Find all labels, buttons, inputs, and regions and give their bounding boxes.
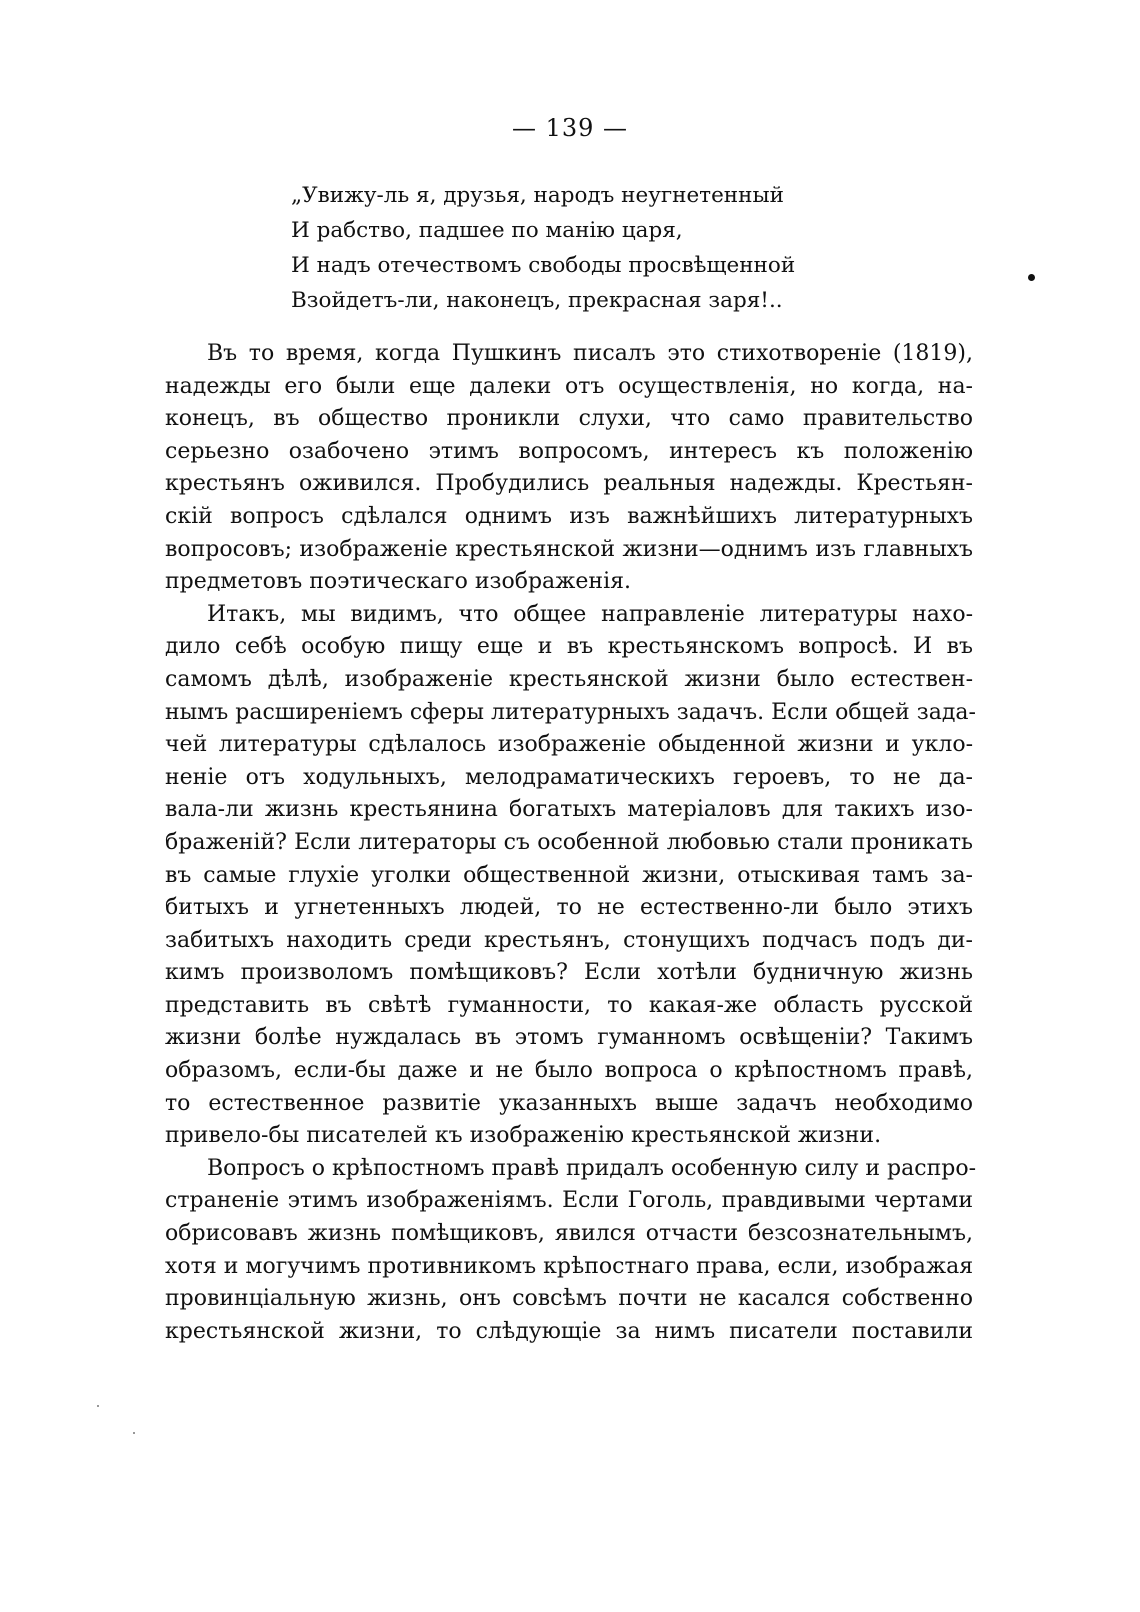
text-line: крестьянъ оживился. Пробудились реальныя надежды. Крестьян- (165, 471, 973, 497)
text-line: представить въ свѣтѣ гуманности, то какая-же область русской (165, 992, 973, 1018)
text-line: скій вопросъ сдѣлался однимъ изъ важнѣйшихъ литературныхъ (165, 503, 973, 529)
poem-line: И рабство, падшее по манію царя, (291, 218, 683, 243)
poem-block (291, 178, 851, 318)
text-line: дило себѣ особую пищу еще и въ крестьянскомъ вопросѣ. И въ (165, 634, 973, 660)
text-line: серьезно озабочено этимъ вопросомъ, интересъ къ положенію (165, 438, 973, 464)
text-line: конецъ, въ общество проникли слухи, что само правительство (165, 406, 973, 432)
text-line: самомъ дѣлѣ, изображеніе крестьянской жизни было естествен- (165, 666, 973, 692)
poem-line: „Увижу-ль я, друзья, народъ неугнетенный (291, 183, 784, 208)
text-line: вала-ли жизнь крестьянина богатыхъ матеріаловъ для такихъ изо- (165, 797, 973, 823)
text-line: кимъ произволомъ помѣщиковъ? Если хотѣли будничную жизнь (165, 960, 973, 986)
text-line: хотя и могучимъ противникомъ крѣпостнаго права, если, изображая (165, 1253, 974, 1279)
text-line: чей литературы сдѣлалось изображеніе обыденной жизни и укло- (165, 732, 973, 758)
paragraph-3 (165, 1153, 977, 1349)
text-line: вопросовъ; изображеніе крестьянской жизни—однимъ изъ главныхъ (165, 536, 973, 562)
text-line: образомъ, если-бы даже и не было вопроса о крѣпостномъ правѣ, (165, 1058, 973, 1084)
poem-line: Взойдетъ-ли, наконецъ, прекрасная заря!.. (291, 288, 783, 313)
text-line: въ самые глухіе уголки общественной жизни, отыскивая тамъ за- (165, 862, 973, 888)
paragraph-2 (165, 599, 976, 1153)
ink-dot (1028, 274, 1035, 281)
text-line: надежды его были еще далеки отъ осуществленія, но когда, на- (165, 373, 973, 399)
text-line: забитыхъ находить среди крестьянъ, стонущихъ подчасъ подъ ди- (165, 927, 973, 953)
text-line: браженій? Если литераторы съ особенной любовью стали проникать (165, 829, 973, 855)
paper-speck (97, 1405, 99, 1407)
text-line: битыхъ и угнетенныхъ людей, то не естественно-ли было этихъ (165, 895, 973, 921)
paragraph-1 (165, 338, 973, 599)
text-line: неніе отъ ходульныхъ, мелодраматическихъ героевъ, то не да- (165, 764, 973, 790)
text-line: обрисовавъ жизнь помѣщиковъ, явился отчасти безсознательнымъ, (165, 1221, 973, 1247)
text-line: Вопросъ о крѣпостномъ правѣ придалъ особенную силу и распро- (207, 1155, 977, 1181)
page-number: — 139 — (511, 114, 629, 142)
text-line: провинціальную жизнь, онъ совсѣмъ почти не касался собственно (165, 1286, 973, 1312)
text-line: страненіе этимъ изображеніямъ. Если Гоголь, правдивыми чертами (165, 1188, 973, 1214)
text-line: Въ то время, когда Пушкинъ писалъ это стихотвореніе (1819), (207, 341, 973, 366)
text-line: привело-бы писателей къ изображенію крестьянской жизни. (165, 1123, 882, 1149)
text-line: то естественное развитіе указанныхъ выше задачъ необходимо (165, 1090, 973, 1116)
paper-speck (133, 1432, 135, 1434)
text-line: крестьянской жизни, то слѣдующіе за нимъ писатели поставили (165, 1318, 973, 1344)
body-text (165, 338, 977, 1348)
poem-line: И надъ отечествомъ свободы просвѣщенной (291, 253, 796, 278)
text-line: предметовъ поэтическаго изображенія. (165, 569, 631, 595)
text-line: Итакъ, мы видимъ, что общее направленіе литературы нахо- (207, 601, 973, 627)
text-line: жизни болѣе нуждалась въ этомъ гуманномъ освѣщеніи? Такимъ (165, 1025, 973, 1051)
text-line: нымъ расширеніемъ сферы литературныхъ задачъ. Если общей зада- (165, 699, 976, 725)
